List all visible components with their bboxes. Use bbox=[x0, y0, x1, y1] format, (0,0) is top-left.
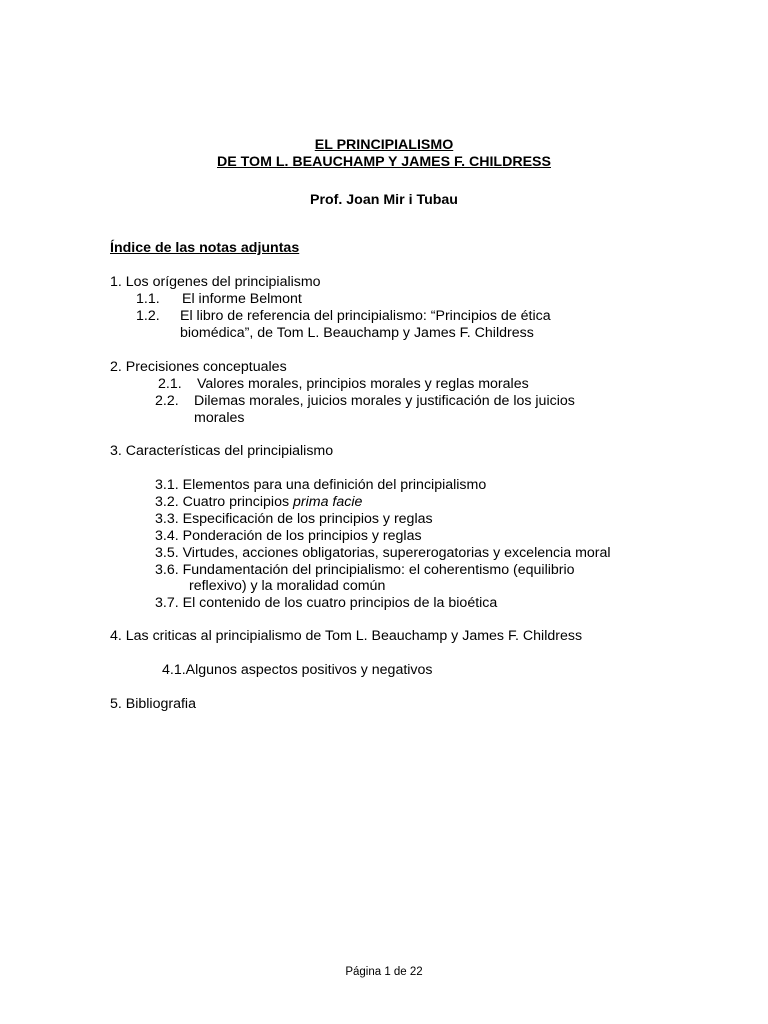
item-3-4: 3.4. Ponderación de los principios y reglas bbox=[155, 528, 422, 544]
index-heading: Índice de las notas adjuntas bbox=[110, 240, 300, 256]
item-3-7: 3.7. El contenido de los cuatro principios de la bioética bbox=[155, 595, 498, 611]
section-4-label: 4. Las criticas al principialismo de Tom L. Beauchamp y James F. Childress bbox=[110, 628, 583, 644]
item-1-2-text-b: biomédica”, de Tom L. Beauchamp y James F. Childress bbox=[180, 325, 534, 341]
section-5-label: 5. Bibliografia bbox=[110, 696, 196, 712]
title-line-2: DE TOM L. BEAUCHAMP Y JAMES F. CHILDRESS bbox=[217, 154, 551, 170]
item-3-1: 3.1. Elementos para una definición del principialismo bbox=[155, 477, 487, 493]
item-4-1: 4.1.Algunos aspectos positivos y negativos bbox=[162, 662, 433, 678]
item-1-1-number: 1.1. bbox=[136, 291, 160, 307]
item-3-6-b: reflexivo) y la moralidad común bbox=[189, 578, 386, 594]
item-1-2 bbox=[136, 308, 551, 325]
item-2-1 bbox=[158, 376, 529, 393]
item-2-2-text-b: morales bbox=[194, 410, 245, 426]
section-2-label: 2. Precisiones conceptuales bbox=[110, 359, 287, 375]
item-1-2-number: 1.2. bbox=[136, 308, 160, 324]
item-1-2-text-a: El libro de referencia del principialismo: “Principios de ética bbox=[180, 308, 551, 324]
item-3-2-text: 3.2. Cuatro principios bbox=[155, 494, 294, 510]
item-2-2 bbox=[155, 393, 575, 410]
item-3-3: 3.3. Especificación de los principios y reglas bbox=[155, 511, 433, 527]
title-line-1: EL PRINCIPIALISMO bbox=[314, 137, 454, 153]
item-1-1-text: El informe Belmont bbox=[182, 291, 302, 307]
section-1-label: 1. Los orígenes del principialismo bbox=[110, 274, 321, 290]
item-3-2-italic: prima facie bbox=[293, 494, 363, 510]
item-3-6-a: 3.6. Fundamentación del principialismo: el coherentismo (equilibrio bbox=[155, 562, 575, 578]
item-2-1-number: 2.1. bbox=[158, 376, 182, 392]
author-line: Prof. Joan Mir i Tubau bbox=[310, 192, 458, 208]
item-2-1-text: Valores morales, principios morales y reglas morales bbox=[197, 376, 529, 392]
section-3-label: 3. Características del principialismo bbox=[110, 443, 334, 459]
item-2-2-number: 2.2. bbox=[155, 393, 179, 409]
item-3-5: 3.5. Virtudes, acciones obligatorias, supererogatorias y excelencia moral bbox=[155, 545, 611, 561]
item-1-1 bbox=[136, 291, 302, 308]
page-number: Página 1 de 22 bbox=[345, 966, 423, 978]
item-3-2 bbox=[155, 494, 362, 511]
item-2-2-text-a: Dilemas morales, juicios morales y justificación de los juicios bbox=[194, 393, 575, 409]
